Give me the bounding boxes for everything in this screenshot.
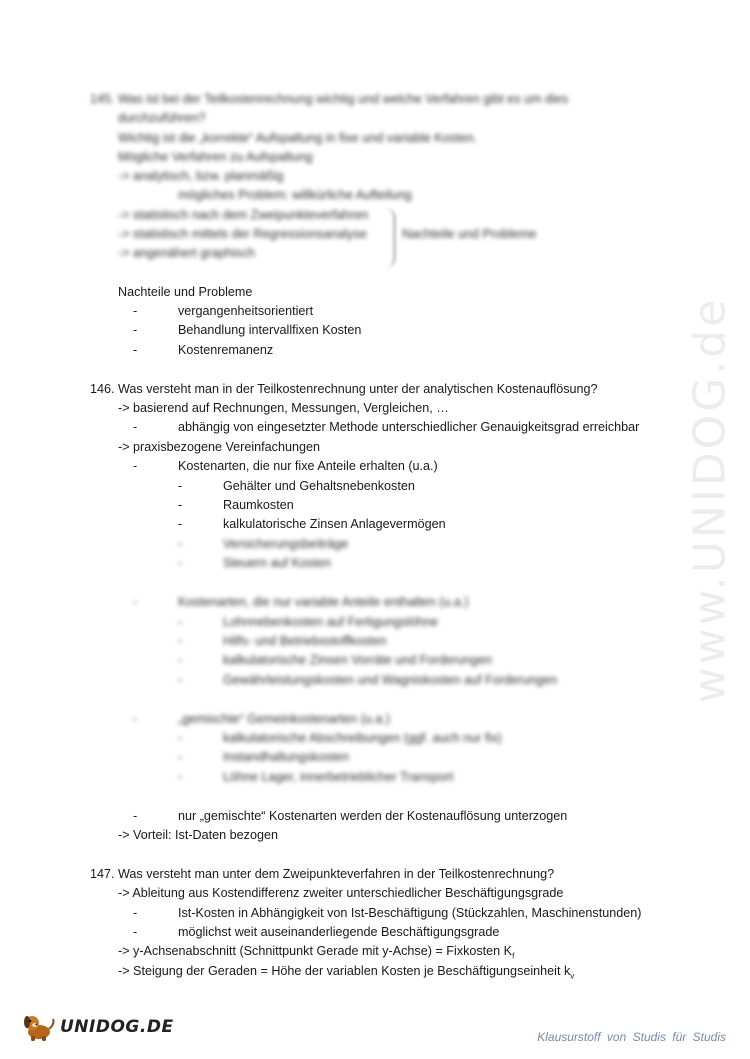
q145-number: 145. xyxy=(90,92,115,106)
bullet-dash: - xyxy=(133,712,138,726)
q146-fixed-item-blurred: Versicherungsbeiträge xyxy=(223,537,349,551)
bullet-dash: - xyxy=(133,925,138,939)
q146-sub-item: Kostenarten, die nur fixe Anteile erhalten (u.a.) xyxy=(178,459,438,473)
q146-fixed-item-blurred: Steuern auf Kosten xyxy=(223,556,331,570)
q146-variable-heading: Kostenarten, die nur variable Anteile enthalten (u.a.) xyxy=(178,595,469,609)
bullet-dash: - xyxy=(178,498,183,512)
q146-mixed-item: kalkulatorische Abschreibungen (ggf. auch nur fix) xyxy=(223,731,502,745)
q147-answer-line: -> Ableitung aus Kostendifferenz zweiter unterschiedlicher Beschäftigungsgrade xyxy=(118,886,564,900)
bullet-dash: - xyxy=(178,479,183,493)
dog-icon xyxy=(22,1012,56,1042)
bullet-dash: - xyxy=(178,556,183,570)
watermark: www.UNIDOG.de xyxy=(684,296,736,704)
q146-variable-item: Hilfs- und Betriebsstoffkosten xyxy=(223,634,387,648)
q145-text-line: -> statistisch mittels der Regressionsanalyse xyxy=(118,227,367,241)
q145-text-line: -> statistisch nach dem Zweipunkteverfahren xyxy=(118,208,369,222)
q146-fixed-item: Gehälter und Gehaltsnebenkosten xyxy=(223,479,415,493)
q146-variable-item: kalkulatorische Zinsen Vorräte und Forderungen xyxy=(223,653,492,667)
bullet-dash: - xyxy=(133,420,138,434)
bullet-dash: - xyxy=(178,731,183,745)
q146-answer-line: -> praxisbezogene Vereinfachungen xyxy=(118,440,320,454)
bullet-dash: - xyxy=(178,653,183,667)
bullet-dash: - xyxy=(133,304,138,318)
q145-text-line: -> angenähert graphisch xyxy=(118,246,255,260)
subscript-f: f xyxy=(512,951,515,961)
q146-question: Was versteht man in der Teilkostenrechnung unter der analytischen Kostenauflösung? xyxy=(118,382,598,396)
q145-text-line: Wichtig ist die „korrekte“ Aufspaltung in fixe und variable Kosten. xyxy=(118,131,478,145)
q147-number: 147. xyxy=(90,867,115,881)
curly-brace xyxy=(384,208,395,268)
q146-answer-line: -> Vorteil: Ist-Daten bezogen xyxy=(118,828,278,842)
q146-sub-item: abhängig von eingesetzter Methode unterschiedlicher Genauigkeitsgrad erreichbar xyxy=(178,420,640,434)
subscript-v: v xyxy=(570,971,575,981)
q145-heading: Nachteile und Probleme xyxy=(118,285,253,299)
bullet-dash: - xyxy=(178,634,183,648)
bullet-dash: - xyxy=(178,537,183,551)
q145-question-line2: durchzuführen? xyxy=(118,111,206,125)
q145-item: Kostenremanenz xyxy=(178,343,274,357)
q147-steigung-text: -> Steigung der Geraden = Höhe der variablen Kosten je Beschäftigungseinheit k xyxy=(118,964,571,978)
q146-sub-item: nur „gemischte“ Kostenarten werden der Kostenauflösung unterzogen xyxy=(178,809,568,823)
q146-number: 146. xyxy=(90,382,115,396)
bullet-dash: - xyxy=(133,343,138,357)
q147-answer-line xyxy=(118,963,574,985)
footer-tagline: Klausurstoff von Studis für Studis xyxy=(537,1030,726,1044)
q146-mixed-item: Instandhaltungskosten xyxy=(223,750,350,764)
q146-fixed-item: kalkulatorische Zinsen Anlagevermögen xyxy=(223,517,446,531)
bullet-dash: - xyxy=(133,323,138,337)
bullet-dash: - xyxy=(178,615,183,629)
bullet-dash: - xyxy=(178,517,183,531)
unidog-logo xyxy=(22,1012,174,1042)
q146-answer-line: -> basierend auf Rechnungen, Messungen, Vergleichen, … xyxy=(118,401,449,415)
bullet-dash: - xyxy=(133,595,138,609)
q147-answer-line xyxy=(118,943,514,965)
q146-mixed-item: Löhne Lager, innerbetrieblicher Transport xyxy=(223,770,454,784)
q145-text-line: Mögliche Verfahren zu Aufspaltung xyxy=(118,150,313,164)
q146-mixed-heading: „gemischte“ Gemeinkostenarten (u.a.) xyxy=(178,712,391,726)
bullet-dash: - xyxy=(133,459,138,473)
logo-text: UNIDOG.DE xyxy=(60,1017,174,1037)
q145-item: vergangenheitsorientiert xyxy=(178,304,314,318)
q145-text-line: mögliches Problem: willkürliche Aufteilung xyxy=(178,188,412,202)
bullet-dash: - xyxy=(133,906,138,920)
q147-question: Was versteht man unter dem Zweipunkteverfahren in der Teilkostenrechnung? xyxy=(118,867,555,881)
q145-brace-label: Nachteile und Probleme xyxy=(402,227,537,241)
bullet-dash: - xyxy=(178,673,183,687)
q146-fixed-item: Raumkosten xyxy=(223,498,294,512)
q145-item: Behandlung intervallfixen Kosten xyxy=(178,323,362,337)
q146-variable-item: Gewährleistungskosten und Wagniskosten auf Forderungen xyxy=(223,673,558,687)
bullet-dash: - xyxy=(178,770,183,784)
q147-sub-item: Ist-Kosten in Abhängigkeit von Ist-Beschäftigung (Stückzahlen, Maschinenstunden) xyxy=(178,906,642,920)
q145-text-line: -> analytisch, bzw. planmäßig xyxy=(118,169,284,183)
bullet-dash: - xyxy=(133,809,138,823)
q146-variable-item: Lohnnebenkosten auf Fertigungslöhne xyxy=(223,615,438,629)
q147-fixkosten-text: -> y-Achsenabschnitt (Schnittpunkt Gerade mit y-Achse) = Fixkosten K xyxy=(118,944,513,958)
q147-sub-item: möglichst weit auseinanderliegende Beschäftigungsgrade xyxy=(178,925,500,939)
q145-question-line1: Was ist bei der Teilkostenrechnung wichtig und welche Verfahren gibt es um dies xyxy=(118,92,569,106)
bullet-dash: - xyxy=(178,750,183,764)
